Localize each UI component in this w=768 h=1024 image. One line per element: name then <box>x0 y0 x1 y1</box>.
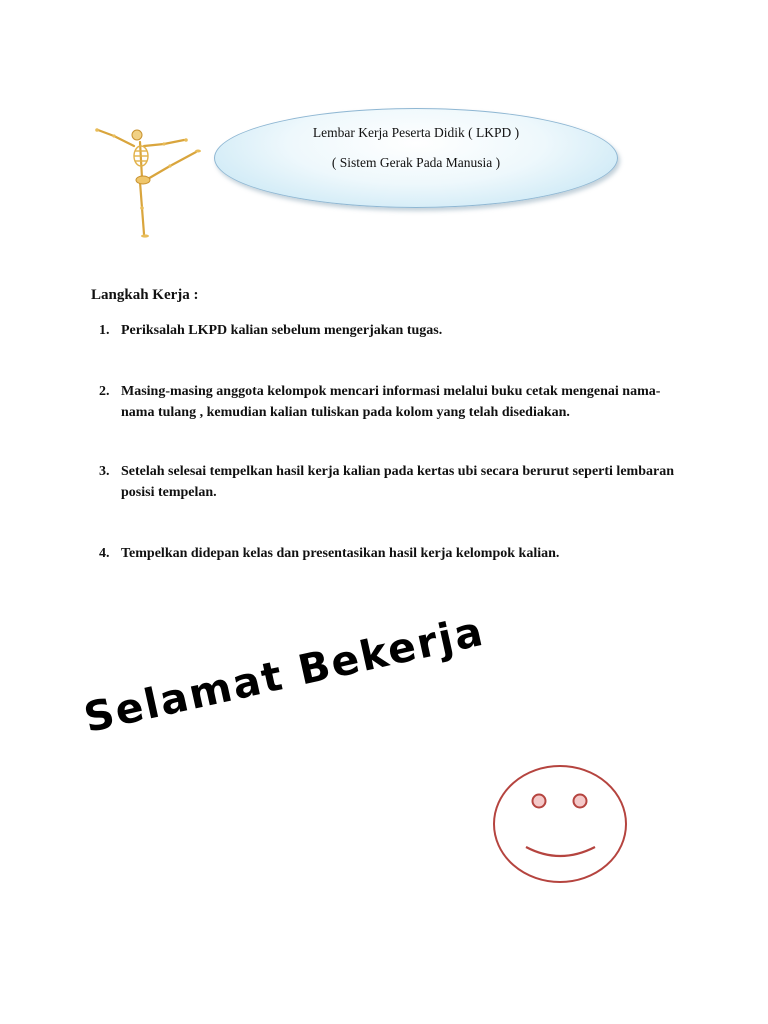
steps-heading: Langkah Kerja : <box>91 287 199 303</box>
worksheet-subtitle: ( Sistem Gerak Pada Manusia ) <box>331 155 501 170</box>
step-number: 2. <box>99 384 110 399</box>
step-text: Periksalah LKPD kalian sebelum mengerjakan tugas. <box>121 323 443 338</box>
worksheet-title: Lembar Kerja Peserta Didik ( LKPD ) <box>312 125 520 140</box>
dancing-skeleton-icon <box>92 120 204 242</box>
step-number: 4. <box>99 546 110 561</box>
smiley-face-icon <box>491 764 629 884</box>
step-text: Masing-masing anggota kelompok mencari informasi melalui buku cetak mengenai nama-nama tulang , kemudian kalian tuliskan pada kolom yang telah disediakan. <box>121 384 661 420</box>
title-banner <box>214 108 618 208</box>
closing-wordart: Selamat Bekerja <box>79 606 489 742</box>
step-number: 1. <box>99 323 110 338</box>
step-text: Tempelkan didepan kelas dan presentasikan hasil kerja kelompok kalian. <box>121 546 560 561</box>
step-number: 3. <box>99 464 110 479</box>
step-text: Setelah selesai tempelkan hasil kerja kalian pada kertas ubi secara berurut seperti lembaran posisi tempelan. <box>121 464 674 500</box>
